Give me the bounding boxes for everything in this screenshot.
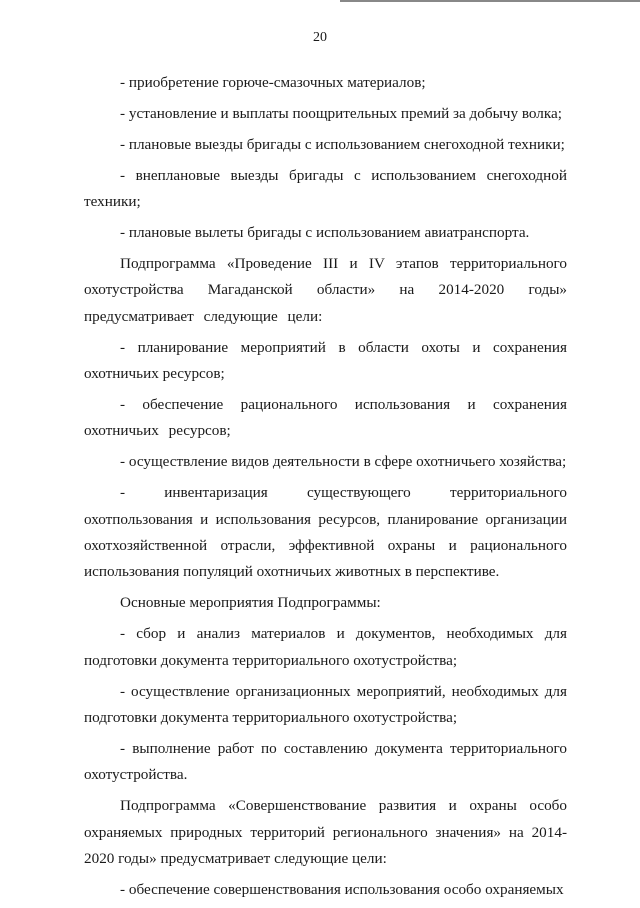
paragraph-1: - приобретение горюче-смазочных материалов; [120,74,426,91]
paragraph-2: - установление и выплаты поощрительных премий за добычу волка; [120,104,562,122]
paragraph-10: - инвентаризация существующего территориального охотпользования и использования ресурсов, планирование организации охотхозяйственной отрасли, эффективной охраны и рационального использования популяций охотничьих животных в перспективе. [84,484,567,581]
paragraph-9: - осуществление видов деятельности в сфере охотничьего хозяйства; [120,453,567,471]
page-number: 20 [313,30,327,45]
paragraph-12: - сбор и анализ материалов и документов, необходимых для подготовки документа территориального охотустройства; [84,625,567,669]
paragraph-15: Подпрограмма «Совершенствование развития и охраны особо охраняемых природных территорий регионального значения» на 2014-2020 годы» предусматривает следующие цели: [84,797,567,867]
paragraph-8: - обеспечение рационального использования и сохранения охотничьих ресурсов; [84,395,567,440]
paragraph-4: - внеплановые выезды бригады с использованием снегоходной техники; [84,166,567,211]
paragraph-16: - обеспечение совершенствования использования особо охраняемых [120,880,564,898]
paragraph-3: - плановые выезды бригады с использованием снегоходной техники; [120,135,565,153]
paragraph-6: Подпрограмма «Проведение III и IV этапов территориального охотустройства Магаданской области» на 2014-2020 годы» предусматривает следующие цели: [84,254,567,325]
document-body [84,70,567,908]
paragraph-7: - планирование мероприятий в области охоты и сохранения охотничьих ресурсов; [84,338,567,383]
paragraph-5: - плановые вылеты бригады с использованием авиатранспорта. [120,224,530,242]
top-edge-rule [340,0,640,2]
paragraph-13: - осуществление организационных мероприятий, необходимых для подготовки документа территориального охотустройства; [84,682,567,726]
paragraph-14: - выполнение работ по составлению документа территориального охотустройства. [84,739,567,784]
paragraph-11: Основные мероприятия Подпрограммы: [120,594,381,612]
